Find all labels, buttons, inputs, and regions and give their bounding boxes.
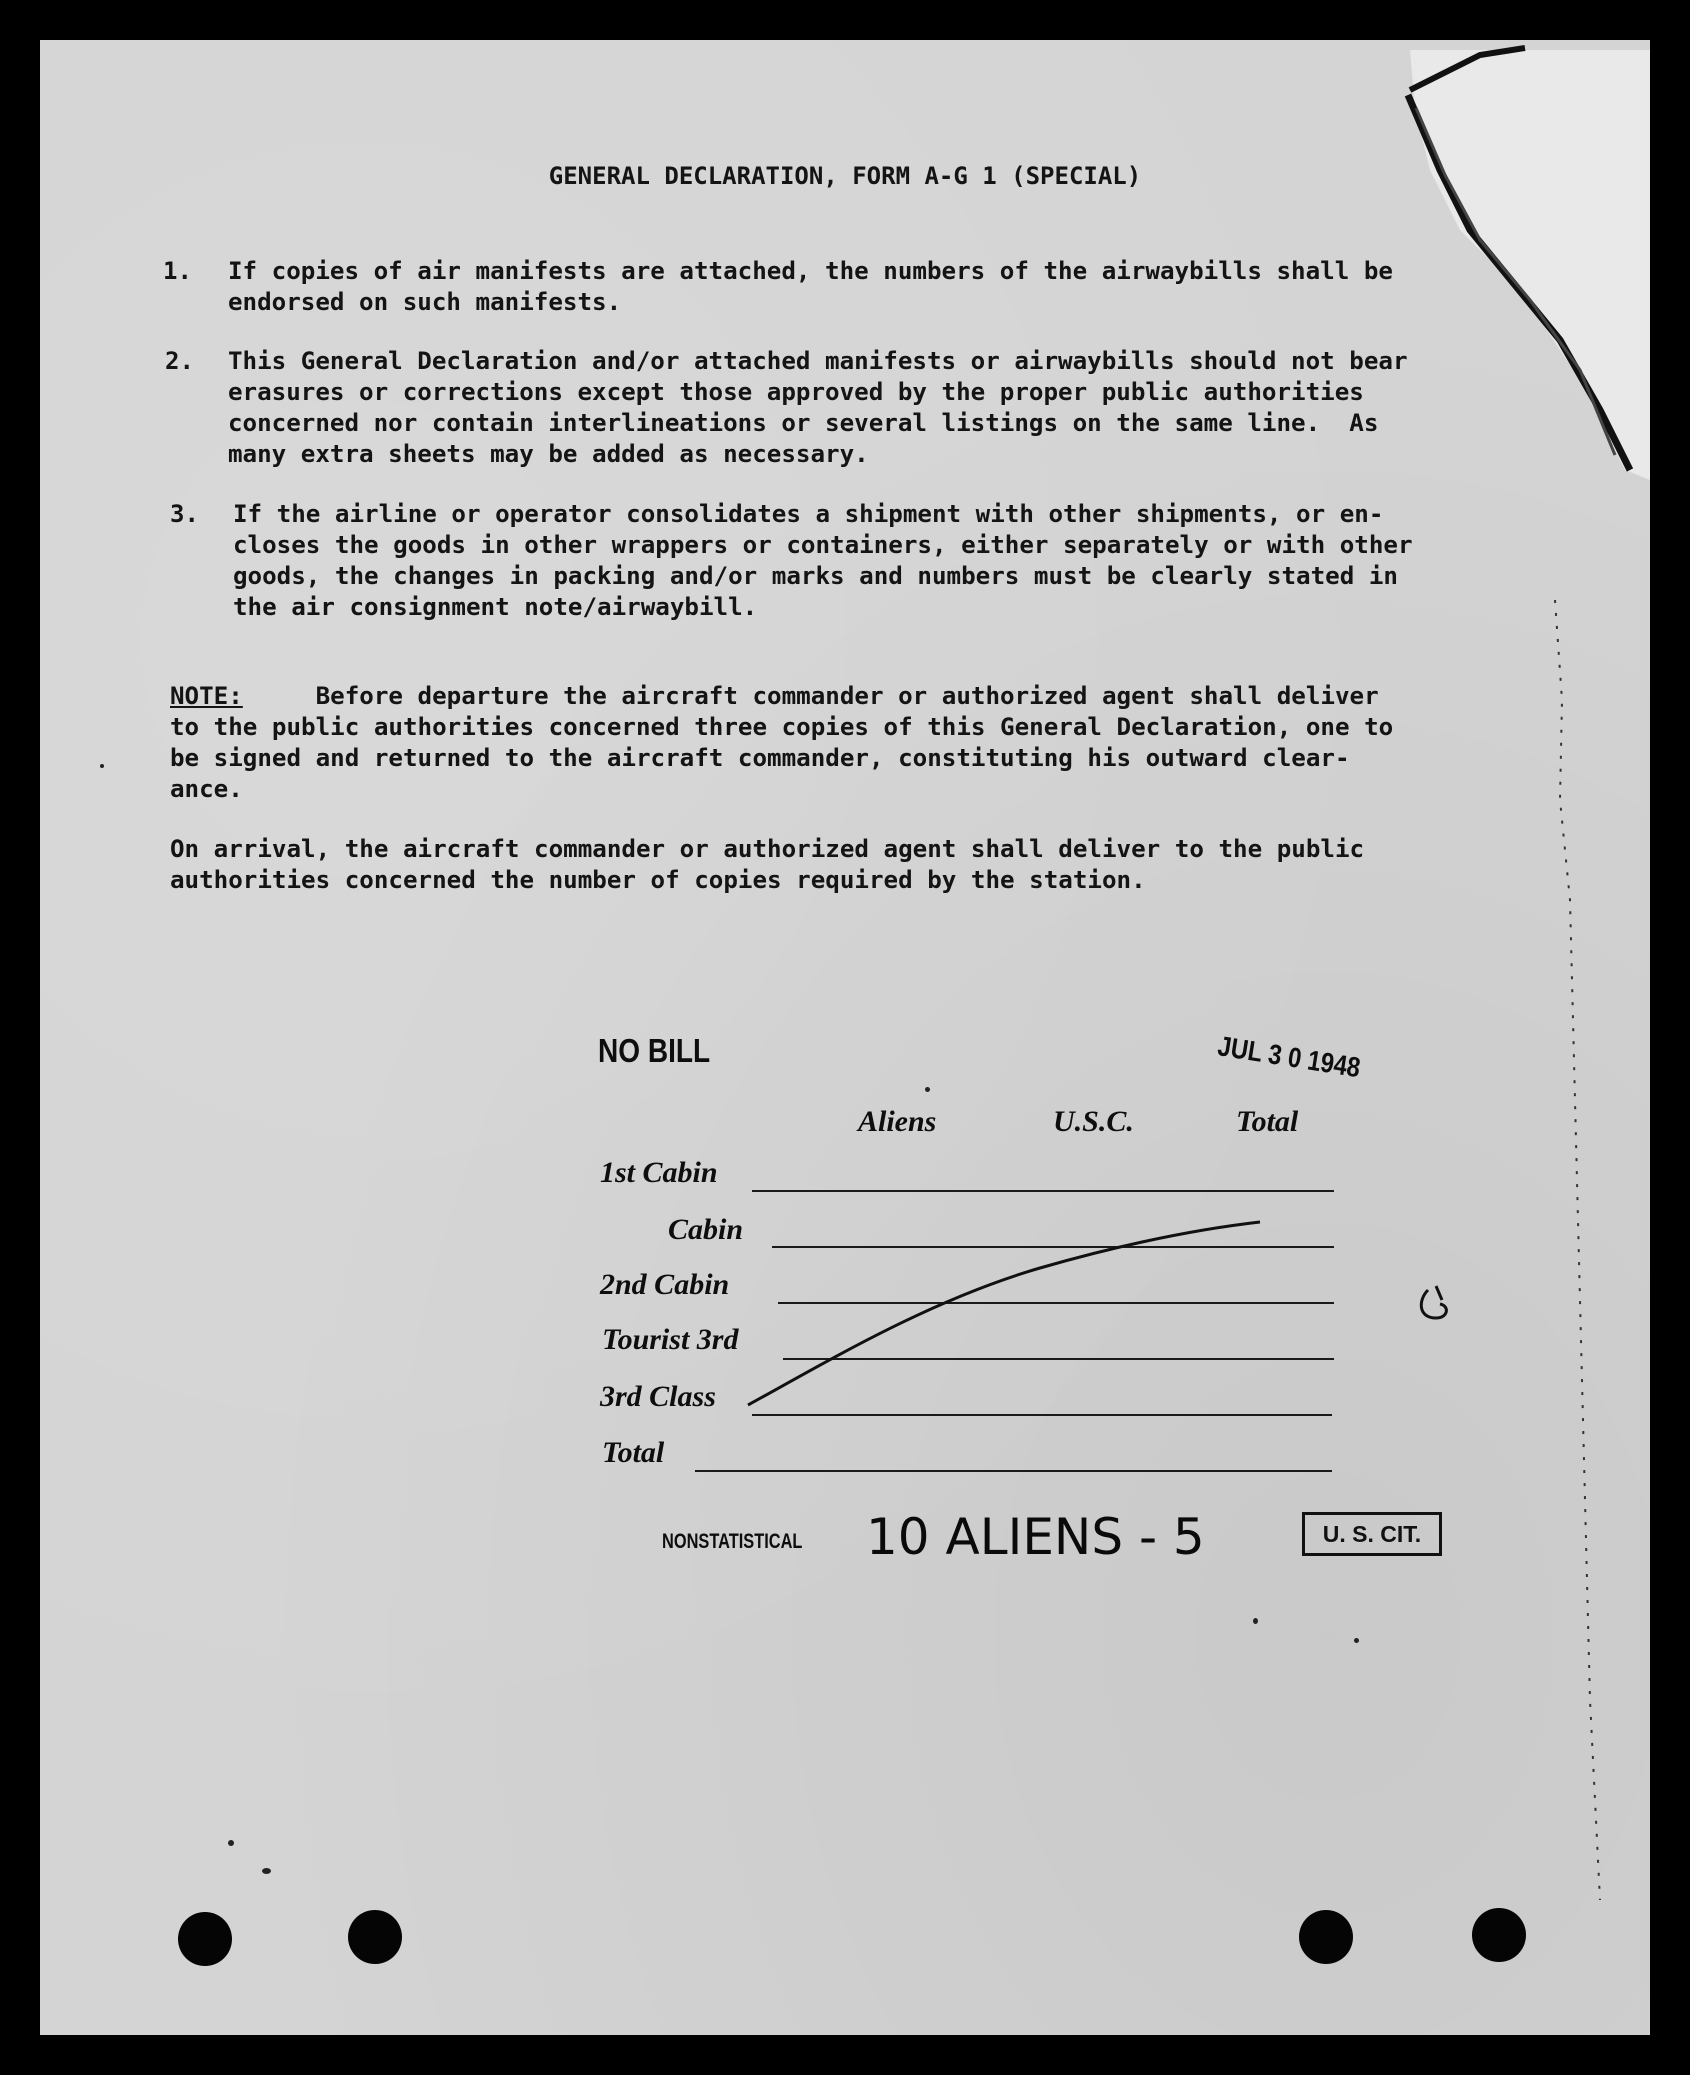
item-2-line-4: many extra sheets may be added as necessary. [228, 440, 869, 468]
ink-speck [100, 764, 104, 768]
note-line-1-text: Before departure the aircraft commander or authorized agent shall deliver [242, 682, 1379, 710]
row-line-cabin [772, 1246, 1334, 1248]
punch-hole [1472, 1908, 1526, 1962]
item-3-line-2: closes the goods in other wrappers or containers, either separately or with other [233, 531, 1413, 559]
row-label-cabin: Cabin [668, 1213, 744, 1246]
item-3-line-3: goods, the changes in packing and/or marks and numbers must be clearly stated in [233, 562, 1398, 590]
item-3-line-1: If the airline or operator consolidates a shipment with other shipments, or en- [233, 500, 1384, 528]
row-label-3rd-class: 3rd Class [600, 1380, 716, 1413]
item-1-line-2: endorsed on such manifests. [228, 288, 622, 316]
item-2-line-2: erasures or corrections except those approved by the proper public authorities [228, 378, 1364, 406]
note-line-4: ance. [170, 775, 243, 803]
punch-hole [1299, 1910, 1353, 1964]
ink-speck [262, 1868, 271, 1874]
row-label-tourist-3rd: Tourist 3rd [602, 1323, 739, 1356]
ink-speck [1253, 1618, 1258, 1624]
punch-hole [348, 1910, 402, 1964]
us-citizen-stamp: U. S. CIT. [1302, 1512, 1442, 1556]
note-line-3: be signed and returned to the aircraft commander, constituting his outward clear- [170, 744, 1350, 772]
date-stamp: JUL 3 0 1948 [1215, 1030, 1363, 1084]
note-label: NOTE: [170, 682, 243, 710]
row-label-total: Total [602, 1436, 665, 1469]
row-line-total [695, 1470, 1332, 1472]
document-page [40, 40, 1650, 2035]
note-line-2: to the public authorities concerned three copies of this General Declaration, one to [170, 713, 1394, 741]
item-2-line-3: concerned nor contain interlineations or several listings on the same line. As [228, 409, 1379, 437]
document-title: GENERAL DECLARATION, FORM A-G 1 (SPECIAL) [548, 162, 1142, 190]
row-label-2nd-cabin: 2nd Cabin [600, 1268, 730, 1301]
item-number-1: 1. [163, 257, 192, 285]
ink-speck [1354, 1638, 1359, 1643]
item-3-line-4: the air consignment note/airwaybill. [233, 593, 758, 621]
row-line-2nd-cabin [778, 1302, 1334, 1304]
arrival-line-1: On arrival, the aircraft commander or authorized agent shall deliver to the public [170, 835, 1365, 863]
column-header-usc: U.S.C. [1053, 1105, 1134, 1138]
ink-speck [925, 1087, 930, 1092]
arrival-line-2: authorities concerned the number of copies required by the station. [170, 866, 1146, 894]
row-label-1st-cabin: 1st Cabin [600, 1156, 718, 1189]
note-line-1 [170, 681, 1379, 712]
item-1-line-1: If copies of air manifests are attached, the numbers of the airwaybills shall be [228, 257, 1393, 285]
column-header-aliens: Aliens [858, 1105, 937, 1138]
row-line-tourist-3rd [783, 1358, 1334, 1360]
item-2-line-1: This General Declaration and/or attached manifests or airwaybills should not bear [228, 347, 1408, 375]
handwritten-alien-count: 10 ALIENS - 5 [866, 1508, 1205, 1566]
item-number-2: 2. [165, 347, 194, 375]
punch-hole [178, 1912, 232, 1966]
item-number-3: 3. [170, 500, 199, 528]
nonstatistical-stamp: NONSTATISTICAL [662, 1530, 803, 1553]
row-line-1st-cabin [752, 1190, 1334, 1192]
ink-speck [228, 1840, 234, 1846]
column-header-total: Total [1236, 1105, 1299, 1138]
no-bill-stamp: NO BILL [598, 1032, 711, 1069]
row-line-3rd-class [752, 1414, 1332, 1416]
